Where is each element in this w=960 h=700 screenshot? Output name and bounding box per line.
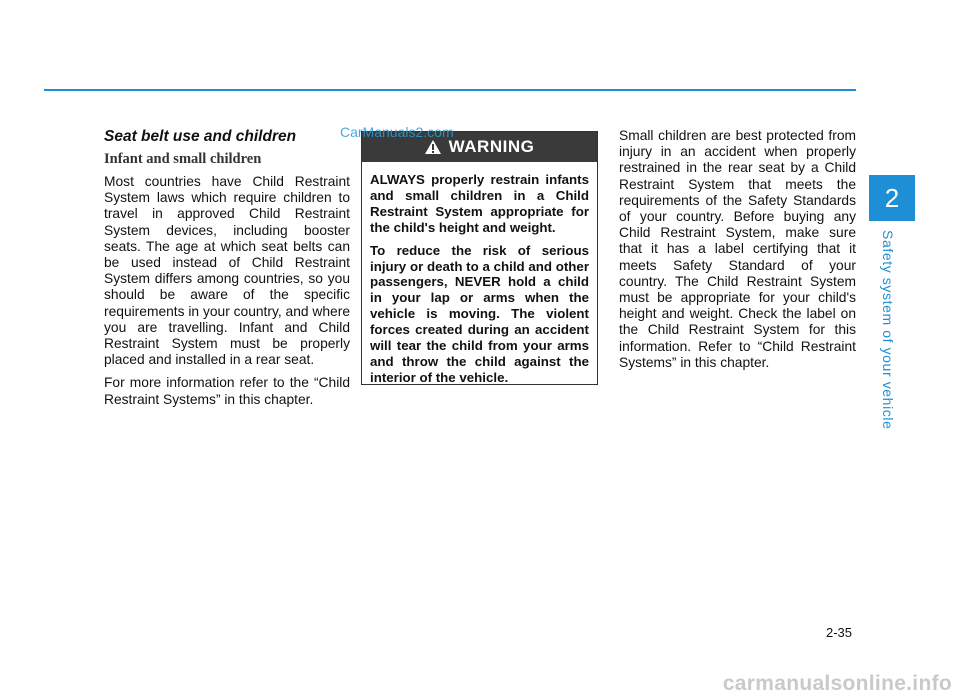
right-column (619, 128, 856, 378)
footer-site-mark: carmanualsonline.info (722, 672, 952, 695)
warning-title: WARNING (448, 137, 535, 156)
warning-body (362, 162, 597, 386)
warning-paragraph: To reduce the risk of serious injury or death to a child and other passengers, NEVER hold a child in your lap or arms when the vehicle is moving. The violent forces created during an accident will tear the child from your arms and throw the child against the interior of the vehicle. (370, 242, 589, 385)
watermark-text: CarManuals2.com (340, 124, 454, 140)
body-paragraph: Small children are best protected from injury in an accident when properly restrained in the rear seat by a Child Restraint System that meets the requirements of the Safety Standards of your country. Before buying any Child Restraint System, make sure that it has a label certifying that it meets Safety Standard of your country. The Child Restraint System must be appropriate for your child's height and weight. Check the label on the Child Restraint System for this information. Refer to “Child Restraint Systems” in this chapter. (619, 128, 856, 370)
chapter-title: Safety system of your vehicle (880, 230, 896, 430)
body-paragraph: For more information refer to the “Child Restraint Systems” in this chapter. (104, 375, 350, 407)
header-rule (44, 89, 856, 91)
chapter-number-tab: 2 (869, 175, 915, 221)
body-paragraph: Most countries have Child Restraint System laws which require children to travel in approved Child Restraint System devices, including booster seats. The age at which seat belts can be used instead of Child Restraint System differs among countries, so you should be aware of the specific requirements in your country, and where you are travelling. Infant and Child Restraint System must be properly placed and installed in a rear seat. (104, 174, 350, 368)
page-number: 2-35 (826, 625, 853, 640)
warning-box (361, 131, 598, 385)
section-title: Seat belt use and children (104, 128, 297, 145)
subsection-title: Infant and small children (104, 151, 262, 167)
warning-paragraph: ALWAYS properly restrain infants and small children in a Child Restraint System appropriate for the child's height and weight. (370, 172, 589, 235)
warning-triangle-icon (425, 140, 441, 154)
left-column (104, 128, 350, 415)
